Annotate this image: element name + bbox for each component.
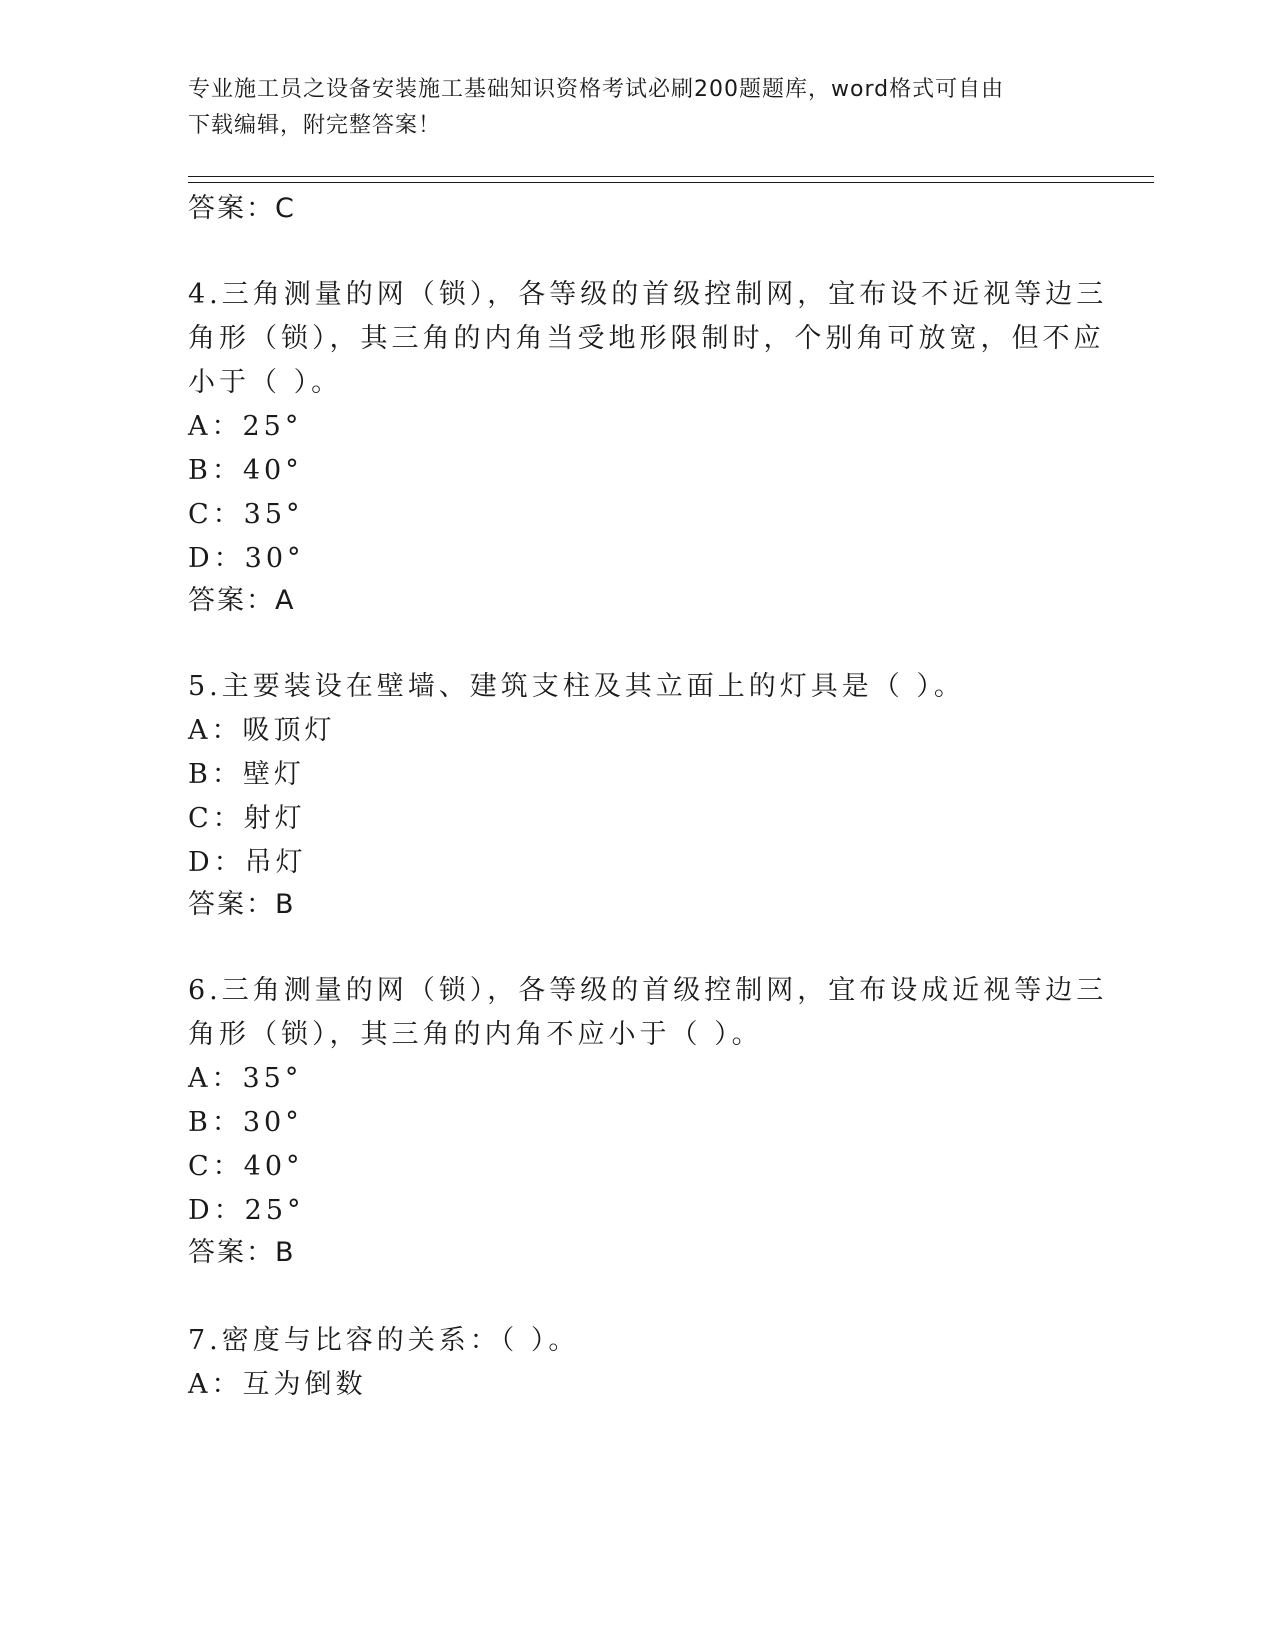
question-5-option-c: C：射灯 [188,803,306,834]
question-5-option-a: A：吸顶灯 [188,715,336,746]
question-5-option-d: D：吊灯 [188,847,307,878]
question-6-option-b: B：30° [188,1107,303,1138]
question-6-option-d: D：25° [188,1195,305,1226]
question-7-option-a: A：互为倒数 [188,1369,367,1400]
answer-line: 答案：C [188,193,296,224]
question-4-option-b: B：40° [188,455,303,486]
question-4-option-d: D：30° [188,543,305,574]
question-6-answer: 答案：B [188,1237,296,1268]
question-4-option-c: C：35° [188,499,304,530]
question-5-option-b: B：壁灯 [188,759,305,790]
question-6-text-line-1: 6.三角测量的网（锁），各等级的首级控制网，宜布设成近视等边三 [188,975,1108,1006]
document-header [188,72,1068,144]
question-4-text-line-3: 小于（ ）。 [188,367,343,398]
question-5-text-line-1: 5.主要装设在壁墙、建筑支柱及其立面上的灯具是（ ）。 [188,671,965,702]
question-4-answer: 答案：A [188,585,296,616]
question-5-answer: 答案：B [188,889,296,920]
header-divider-bottom [188,182,1154,183]
header-line-1: 专业施工员之设备安装施工基础知识资格考试必刷200题题库，word格式可自由 [188,77,1005,102]
question-6-option-c: C：40° [188,1151,304,1182]
question-6-text-line-2: 角形（锁），其三角的内角不应小于（ ）。 [188,1019,763,1050]
header-line-2: 下载编辑，附完整答案！ [188,113,442,138]
question-4-text-line-1: 4.三角测量的网（锁），各等级的首级控制网，宜布设不近视等边三 [188,279,1108,310]
question-4-text-line-2: 角形（锁），其三角的内角当受地形限制时，个别角可放宽，但不应 [188,323,1105,354]
header-divider-top [188,176,1154,177]
question-4-option-a: A：25° [188,411,303,442]
question-7-text-line-1: 7.密度与比容的关系：（ ）。 [188,1325,580,1356]
question-6-option-a: A：35° [188,1063,303,1094]
